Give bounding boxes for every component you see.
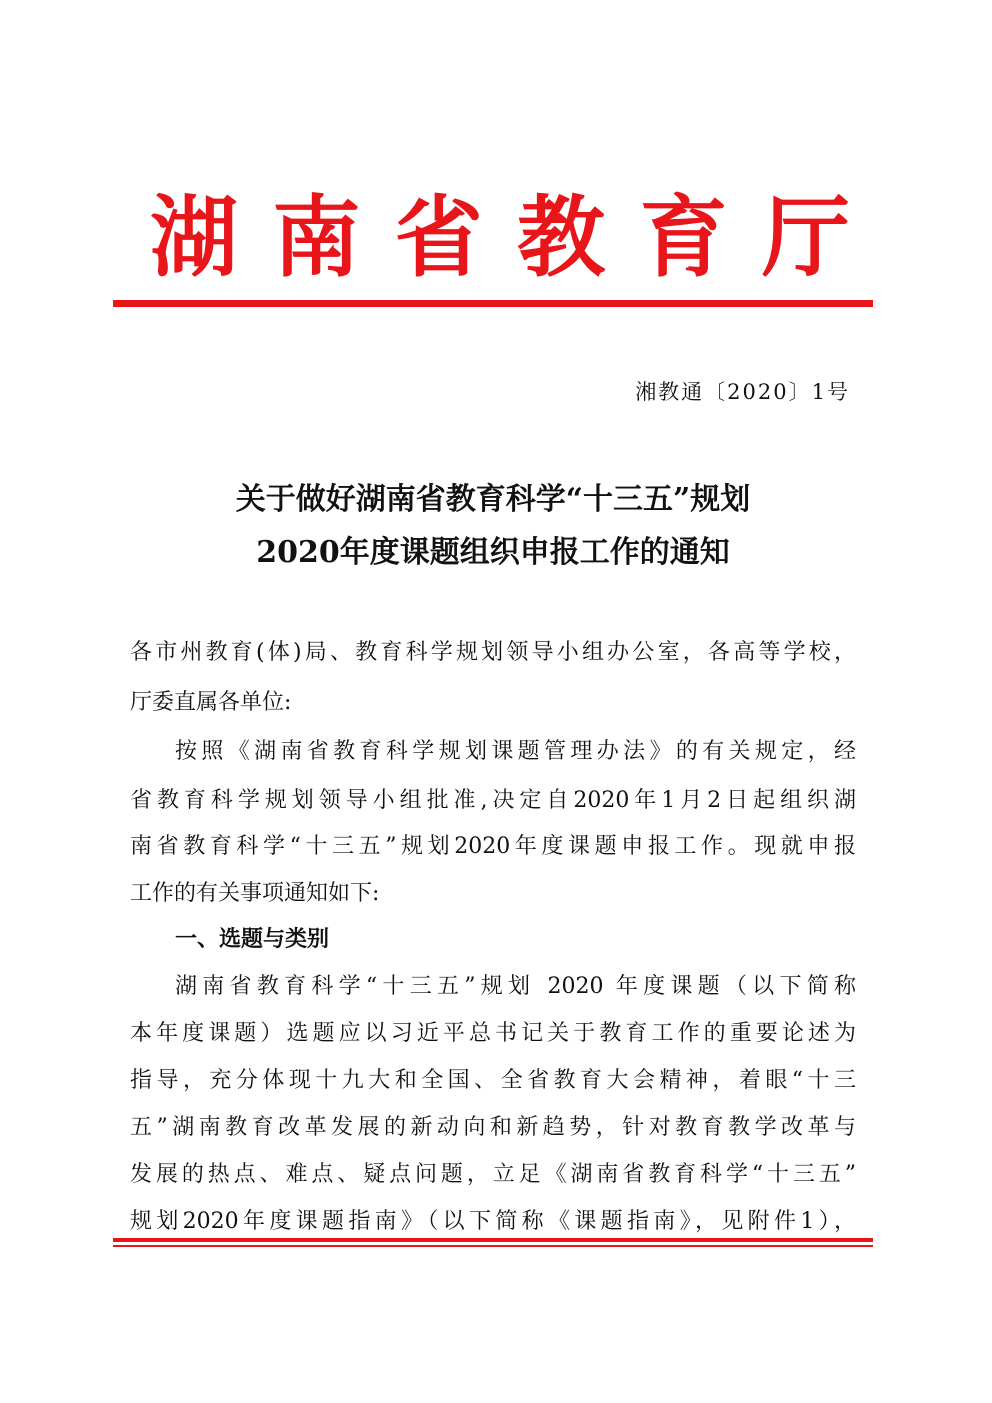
body-text-line: 五”湖南教育改革发展的新动向和新趋势，针对教育教学改革与 bbox=[130, 1115, 856, 1140]
org-char: 育 bbox=[639, 185, 728, 289]
document-title-line-1: 关于做好湖南省教育科学“十三五”规划 bbox=[235, 482, 751, 517]
header-red-rule bbox=[113, 300, 873, 307]
body-text-line: 发展的热点、难点、疑点问题，立足《湖南省教育科学“十三五” bbox=[130, 1162, 856, 1187]
document-number: 湘教通〔2020〕1号 bbox=[635, 380, 850, 404]
body-text-line: 省教育科学规划领导小组批准,决定自2020年1月2日起组织湖 bbox=[130, 788, 856, 813]
body-text-line: 湖南省教育科学“十三五”规划 2020 年度课题（以下简称 bbox=[175, 974, 856, 999]
footer-red-rule bbox=[113, 1238, 873, 1242]
body-text-line: 指导，充分体现十九大和全国、全省教育大会精神，着眼“十三 bbox=[130, 1068, 856, 1093]
footer-red-rule-thin bbox=[113, 1245, 873, 1247]
section-heading: 一、选题与类别 bbox=[175, 927, 330, 952]
body-text-line: 工作的有关事项通知如下: bbox=[130, 881, 380, 906]
body-text-line: 规划2020年度课题指南》（以下简称《课题指南》，见附件1）， bbox=[130, 1209, 856, 1234]
org-char: 省 bbox=[394, 185, 483, 289]
addressee-line: 各市州教育(体)局、教育科学规划领导小组办公室，各高等学校， bbox=[130, 640, 856, 665]
org-char: 教 bbox=[517, 185, 606, 289]
body-text-line: 按照《湖南省教育科学规划课题管理办法》的有关规定，经 bbox=[175, 739, 856, 764]
org-char: 湖 bbox=[150, 185, 239, 289]
org-char: 南 bbox=[272, 185, 361, 289]
body-text-line: 本年度课题）选题应以习近平总书记关于教育工作的重要论述为 bbox=[130, 1021, 856, 1046]
body-text-line: 南省教育科学“十三五”规划2020年度课题申报工作。现就申报 bbox=[130, 834, 856, 859]
org-char: 厅 bbox=[761, 185, 850, 289]
document-title-line-2: 2020年度课题组织申报工作的通知 bbox=[256, 535, 730, 570]
addressee-line: 厅委直属各单位: bbox=[130, 690, 292, 715]
issuing-authority-header bbox=[150, 182, 850, 292]
